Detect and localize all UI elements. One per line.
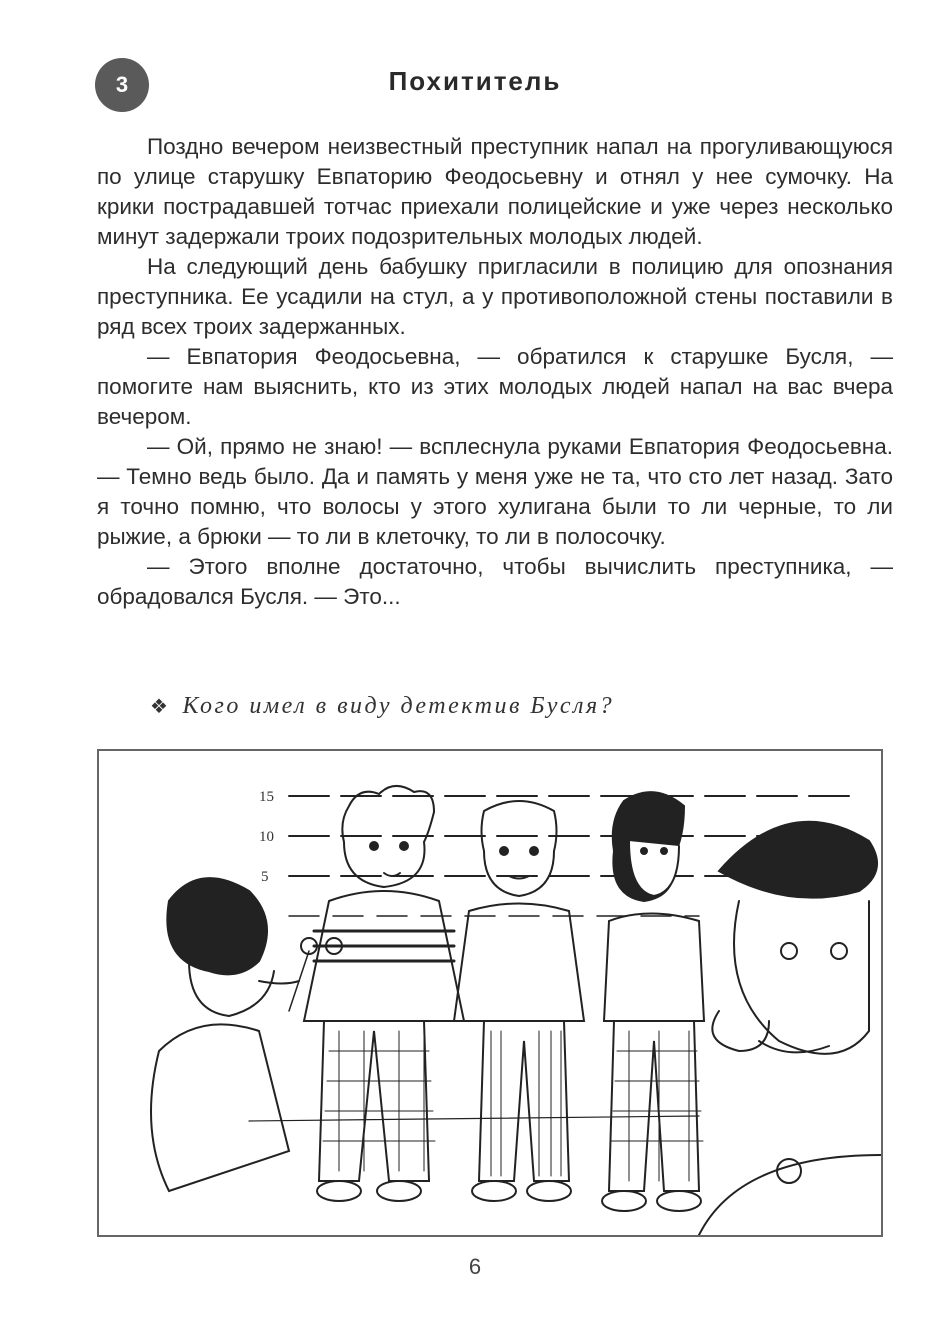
question	[150, 693, 614, 720]
height-mark-10: 10	[259, 829, 274, 845]
section-number-badge: 3	[95, 58, 149, 112]
story-text	[97, 132, 893, 612]
height-mark-5: 5	[261, 869, 269, 885]
paragraph: — Евпатория Феодосьевна, — обратился к старушке Бусля, — помогите нам выяснить, кто из этих молодых людей напал на вас вчера вечером.	[97, 344, 893, 429]
lineup-illustration	[97, 749, 883, 1237]
illustration-drawing	[99, 751, 881, 1235]
paragraph: — Ой, прямо не знаю! — всплеснула руками Евпатория Феодосьевна. — Темно ведь было. Да и память у меня уже не та, что сто лет назад. Зато я точно помню, что волосы у этого хулигана были то ли черные, то ли рыжие, а брюки — то ли в клеточку, то ли в полосочку.	[97, 434, 893, 549]
paragraph: Поздно вечером неизвестный преступник напал на прогуливающуюся по улице старушку Евпаторию Феодосьевну и отнял у нее сумочку. На крики пострадавшей тотчас приехали полицейские и уже через несколько минут задержали троих подозрительных молодых людей.	[97, 134, 893, 249]
page-number: 6	[468, 1254, 482, 1279]
paragraph: На следующий день бабушку пригласили в полицию для опознания преступника. Ее усадили на стул, а у противоположной стены поставили в ряд всех троих задержанных.	[97, 254, 893, 339]
height-mark-15: 15	[259, 789, 274, 805]
page-title: Похититель	[388, 66, 562, 96]
question-text: Кого имел в виду детектив Бусля?	[182, 693, 615, 719]
diamond-flower-icon: ❖	[150, 696, 171, 718]
paragraph: — Этого вполне достаточно, чтобы вычислить преступника, — обрадовался Бусля. — Это...	[97, 554, 893, 609]
